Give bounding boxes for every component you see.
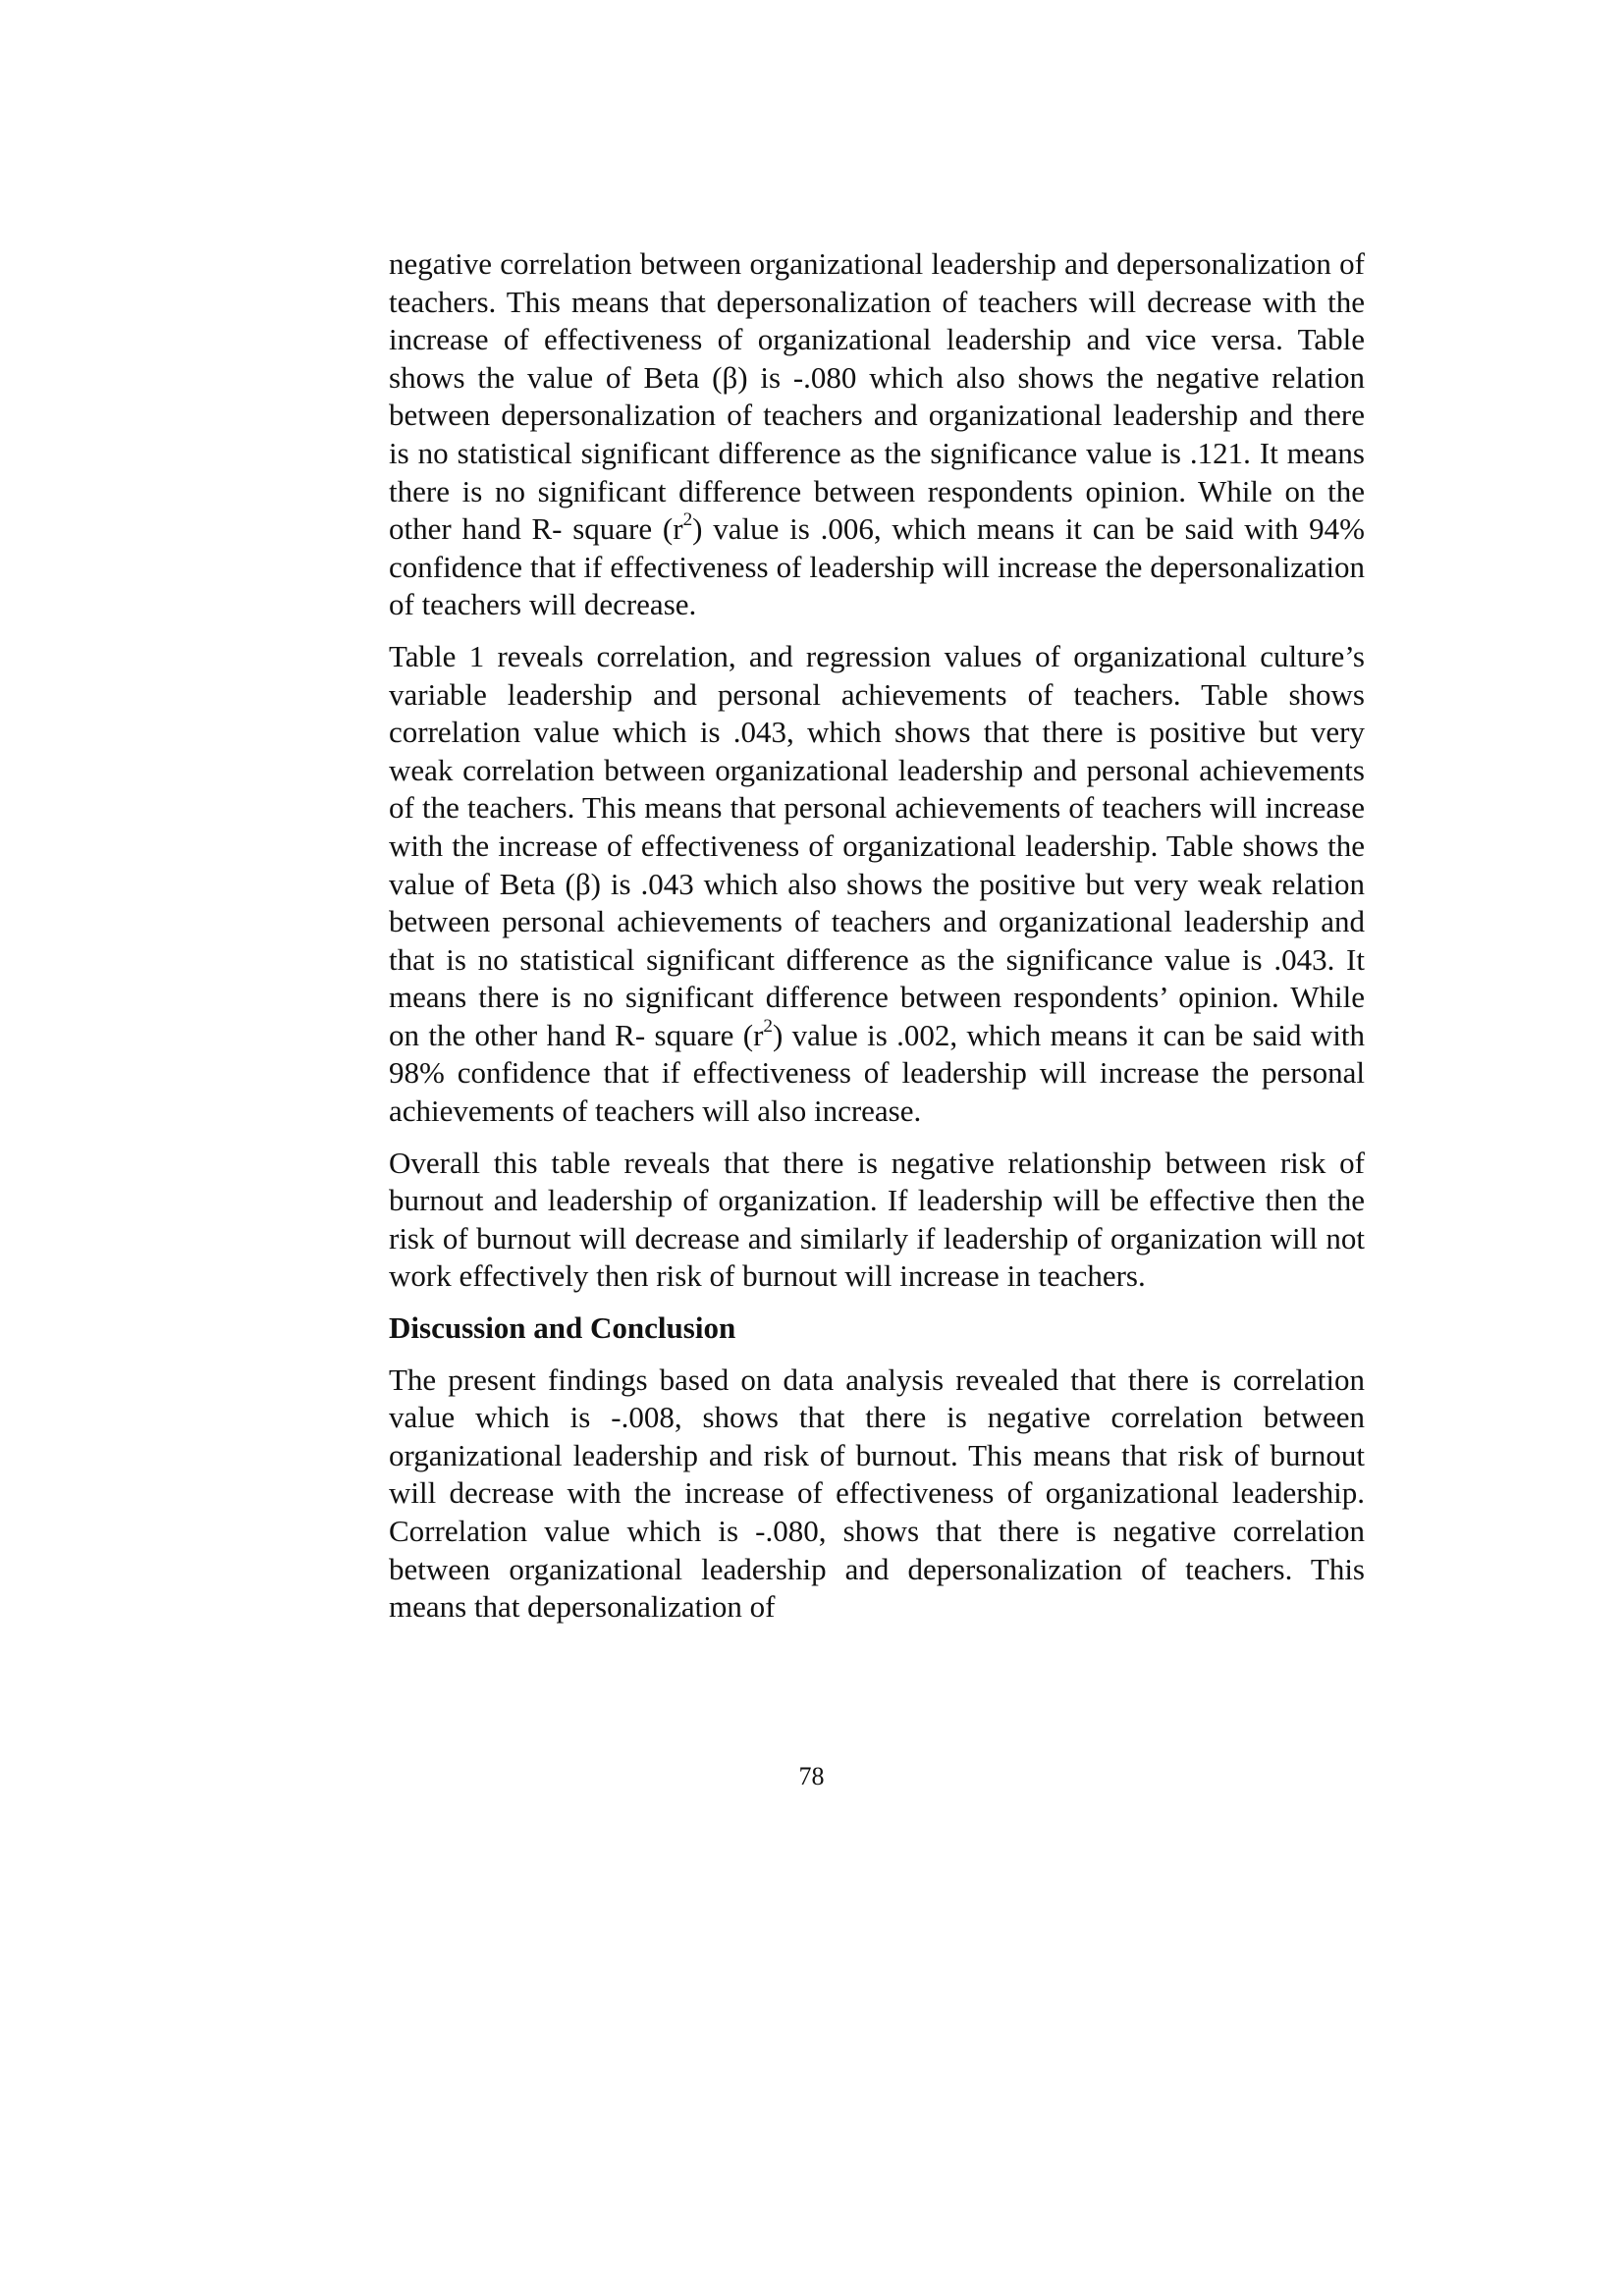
body-text [389, 245, 1365, 1640]
paragraph-personal-achievements [389, 638, 1365, 1131]
page-number: 78 [798, 1762, 825, 1790]
superscript: 2 [763, 1015, 773, 1037]
text-segment: ) value is .002, which means it can be said with 98% confidence that if effectiveness of leadership will increase the personal achievements of teachers will also increase. [389, 1017, 1365, 1129]
paragraph-conclusion: The present findings based on data analysis revealed that there is correlation value which is -.008, shows that there is negative correlation between organizational leadership and risk of burnout. This means that risk of burnout will decrease with the increase of effectiveness of organizational leadership. Correlation value which is -.080, shows that there is negative correlation between organizational leadership and depersonalization of teachers. This means that depersonalization of [389, 1362, 1365, 1625]
section-heading: Discussion and Conclusion [389, 1310, 736, 1346]
superscript: 2 [682, 508, 693, 530]
text-segment: ) value is .006, which means it can be said with 94% confidence that if effectiveness of leadership will increase the depersonalization of teachers will decrease. [389, 511, 1365, 622]
paragraph-overall: Overall this table reveals that there is negative relationship between risk of burnout and leadership of organization. If leadership will be effective then the risk of burnout will decrease and similarly if leadership of organization will not work effectively then risk of burnout will increase in teachers. [389, 1145, 1365, 1294]
text-segment: negative correlation between organizational leadership and depersonalization of teachers. This means that depersonalization of teachers will decrease with the increase of effectiveness of organizational leadership and vice versa. Table shows the value of Beta (β) is -.080 which also shows the negative relation between depersonalization of teachers and organizational leadership and there is no statistical significant difference as the significance value is .121. It means there is no significant difference between respondents opinion. While on the other hand R- square (r [389, 246, 1365, 547]
paragraph-depersonalization [389, 245, 1365, 624]
text-segment: Table 1 reveals correlation, and regression values of organizational culture’s variable leadership and personal achievements of teachers. Table shows correlation value which is .043, which shows that there is positive but very weak correlation between organizational leadership and personal achievements of the teachers. This means that personal achievements of teachers will increase with the increase of effectiveness of organizational leadership. Table shows the value of Beta (β) is .043 which also shows the positive but very weak relation between personal achievements of teachers and organizational leadership and that is no statistical significant difference as the significance value is .043. It means there is no significant difference between respondents’ opinion. While on the other hand R- square (r [389, 638, 1365, 1052]
